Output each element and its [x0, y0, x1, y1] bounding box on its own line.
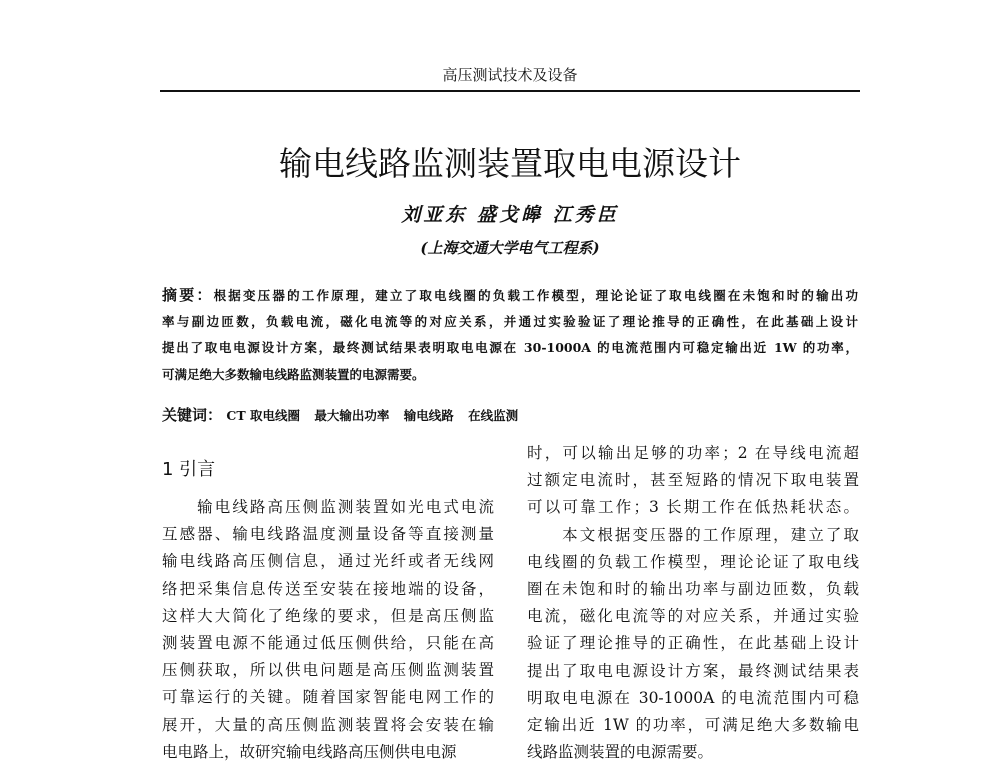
- keyword: 最大输出功率: [314, 408, 390, 423]
- body-text-line: 本文根据变压器的工作原理，建立了取: [527, 525, 859, 544]
- running-head: 高压测试技术及设备: [442, 66, 578, 84]
- keyword: 在线监测: [468, 408, 519, 423]
- abstract-line: 率与副边匝数，负载电流，磁化电流等的对应关系，并通过实验验证了理论推导的正确性，在此基础上设计: [162, 314, 858, 329]
- body-text-line: 压侧获取，所以供电问题是高压侧监测装置: [162, 661, 494, 680]
- body-text-line: 过额定电流时，甚至短路的情况下取电装置: [527, 471, 859, 490]
- body-text-line: 络把采集信息传送至安装在接地端的设备，: [162, 579, 494, 598]
- body-text-line: 提出了取电电源设计方案，最终测试结果表: [527, 661, 859, 680]
- abstract-label: 摘要：: [162, 286, 214, 304]
- header-rule: [160, 90, 860, 92]
- body-text-line: 互感器、输电线路温度测量设备等直接测量: [162, 525, 494, 544]
- abstract-line: 可满足绝大多数输电线路监测装置的电源需要。: [162, 367, 425, 382]
- body-text-line: 线路监测装置的电源需要。: [527, 743, 714, 762]
- paper-title: 输电线路监测装置取电电源设计: [279, 144, 741, 183]
- keywords-label: 关键词：: [162, 406, 223, 424]
- abstract-text: 根据变压器的工作原理，建立了取电线圈的负载工作模型，理论论证了取电线圈在未饱和时的输出功: [213, 288, 858, 303]
- affiliation: (上海交通大学电气工程系): [420, 239, 600, 257]
- body-text-line: 电流，磁化电流等的对应关系，并通过实验: [527, 607, 859, 626]
- body-text-line: 圈在未饱和时的输出功率与副边匝数，负载: [527, 580, 859, 598]
- keywords: [162, 404, 528, 425]
- abstract-line: 提出了取电电源设计方案，最终测试结果表明取电电源在 30-1000A 的电流范围内可稳定输出近 1W 的功率，: [162, 340, 858, 355]
- body-text-line: 电电路上，故研究输电线路高压侧供电电源: [162, 742, 457, 761]
- body-text-line: 可靠运行的关键。随着国家智能电网工作的: [162, 688, 494, 707]
- authors: 刘亚东 盛戈皞 江秀臣: [401, 204, 619, 226]
- body-text-line: 电线圈的负载工作模型，理论论证了取电线: [527, 552, 859, 571]
- body-text-line: 时，可以输出足够的功率；2 在导线电流超: [527, 444, 859, 462]
- section-heading: 1 引言: [162, 459, 216, 480]
- body-text-line: 展开，大量的高压侧监测装置将会安装在输: [162, 715, 494, 734]
- body-text-line: 定输出近 1W 的功率，可满足绝大多数输电: [527, 716, 859, 734]
- body-text-line: 验证了理论推导的正确性，在此基础上设计: [527, 634, 859, 653]
- body-text-line: 输电线路高压侧信息，通过光纤或者无线网: [162, 552, 494, 571]
- body-text-line: 这样大大简化了绝缘的要求，但是高压侧监: [162, 606, 494, 625]
- abstract-line: [162, 287, 858, 304]
- body-text-line: 明取电电源在 30-1000A 的电流范围内可稳: [527, 688, 859, 707]
- keyword: 输电线路: [403, 408, 454, 423]
- body-text-line: 可以可靠工作；3 长期工作在低热耗状态。: [527, 498, 859, 517]
- body-text-line: 输电线路高压侧监测装置如光电式电流: [162, 498, 494, 516]
- keyword: CT 取电线圈: [226, 408, 300, 423]
- body-text-line: 测装置电源不能通过低压侧供给，只能在高: [162, 634, 494, 652]
